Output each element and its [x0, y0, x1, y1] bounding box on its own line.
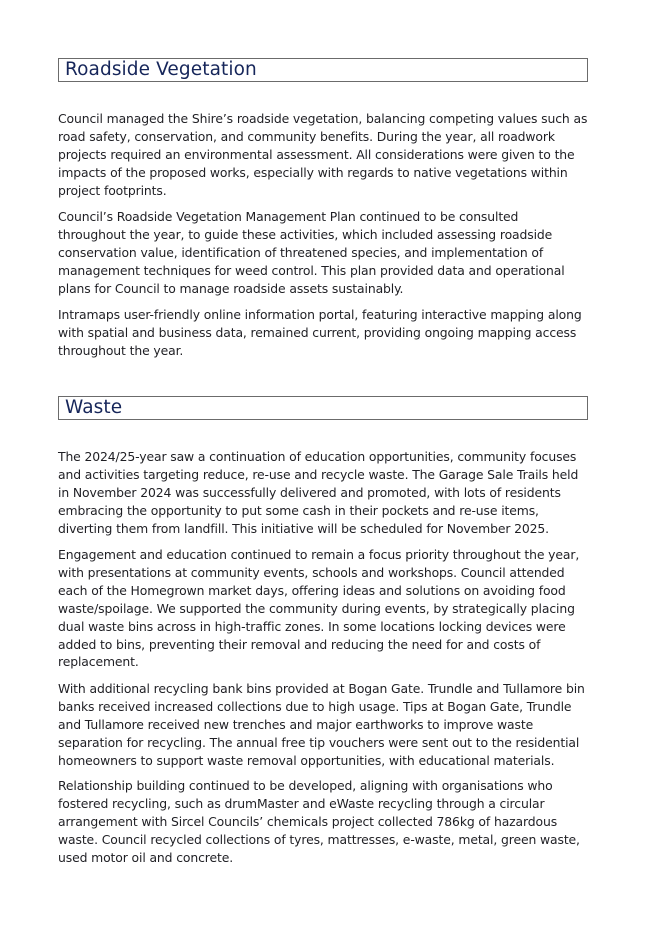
paragraph: Council’s Roadside Vegetation Management Plan continued to be consulted throughout the year, to guide these activities, which included assessing roadside conservation value, identification of threatened species, and implementation of management techniques for weed control. This plan provided data and operational plans for Council to manage roadside assets sustainably. — [58, 209, 565, 296]
section-title: Waste — [65, 397, 123, 418]
paragraph: The 2024/25-year saw a continuation of education opportunities, community focuses and activities targeting reduce, re-use and recycle waste. The Garage Sale Trails held in November 2024 was successfully delivered and promoted, with lots of residents embracing the opportunity to put some cash in their pockets and re-use items, diverting them from landfill. This initiative will be scheduled for November 2025. — [58, 449, 579, 536]
section-heading-waste — [58, 396, 588, 420]
paragraph: Council managed the Shire’s roadside vegetation, balancing competing values such as road safety, conservation, and community benefits. During the year, all roadwork projects required an environmental assessment. All considerations were given to the impacts of the proposed works, especially with regards to native vegetations within project footprints. — [58, 111, 588, 198]
section-heading-roadside-vegetation — [58, 58, 588, 82]
section-title: Roadside Vegetation — [65, 59, 257, 80]
paragraph: Relationship building continued to be developed, aligning with organisations who fostered recycling, such as drumMaster and eWaste recycling through a circular arrangement with Sircel Councils’ chemicals project collected 786kg of hazardous waste. Council recycled collections of tyres, mattresses, e-waste, metal, green waste, used motor oil and concrete. — [58, 778, 580, 865]
paragraph: Engagement and education continued to remain a focus priority throughout the year, with presentations at community events, schools and workshops. Council attended each of the Homegrown market days, offering ideas and solutions on avoiding food waste/spoilage. We supported the community during events, by strategically placing dual waste bins across in high-traffic zones. In some locations locking devices were added to bins, preventing their removal and reducing the need for and costs of replacement. — [58, 547, 580, 670]
paragraph: Intramaps user-friendly online information portal, featuring interactive mapping along with spatial and business data, remained current, providing ongoing mapping access throughout the year. — [58, 307, 582, 358]
paragraph: With additional recycling bank bins provided at Bogan Gate. Trundle and Tullamore bin banks received increased collections due to high usage. Tips at Bogan Gate, Trundle and Tullamore received new trenches and major earthworks to improve waste separation for recycling. The annual free tip vouchers were sent out to the residential homeowners to support waste removal opportunities, with educational materials. — [58, 681, 585, 768]
